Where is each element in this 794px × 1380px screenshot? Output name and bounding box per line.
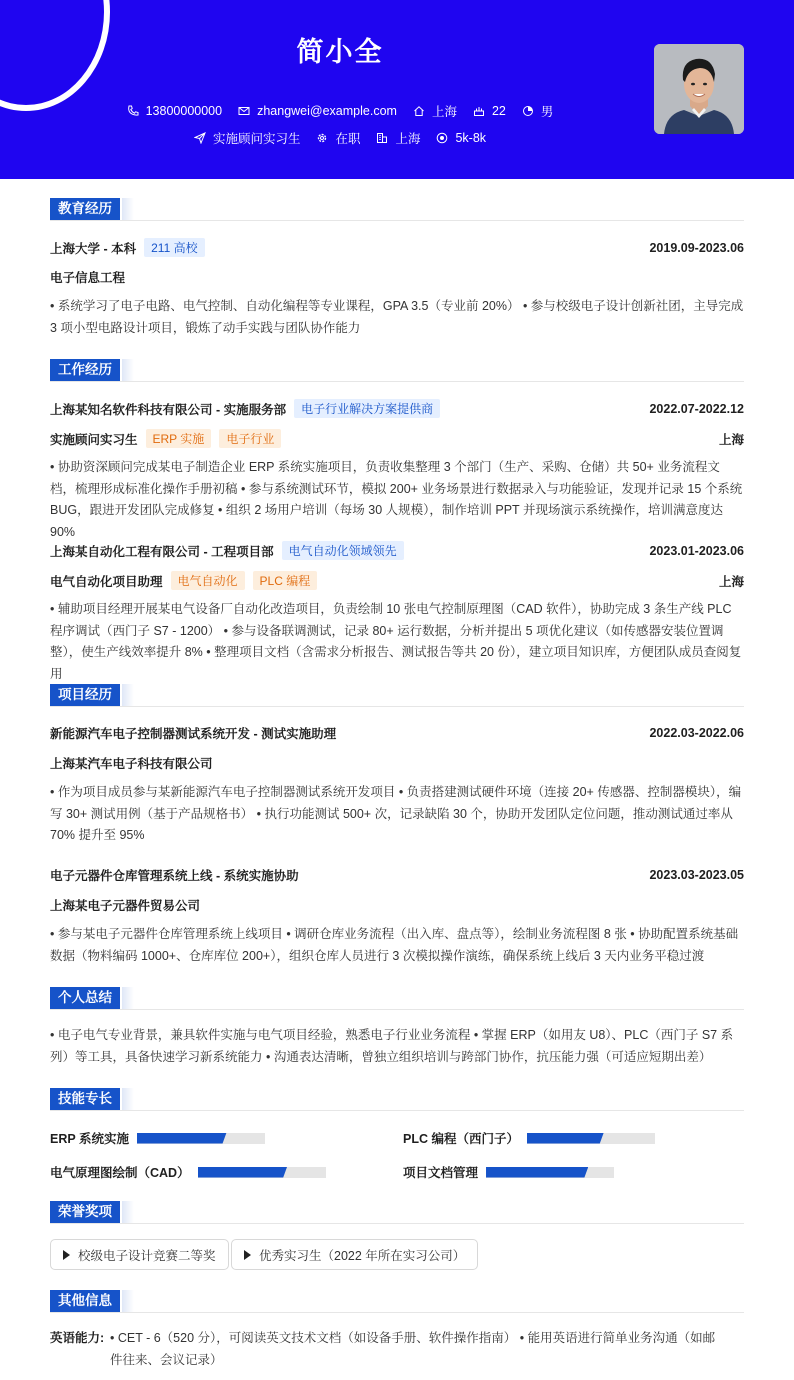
- divider: [50, 1110, 744, 1111]
- profile-photo: [654, 44, 744, 134]
- work-entry-header: [50, 399, 744, 418]
- section-title: 技能专长: [50, 1088, 120, 1110]
- gear-icon: [316, 132, 328, 144]
- project-date: 2022.03-2022.06: [649, 726, 744, 740]
- work-role: 实施顾问实习生: [50, 432, 138, 447]
- skill-name: ERP 系统实施: [50, 1132, 129, 1146]
- work-location: 上海: [718, 574, 744, 589]
- skill-bar-fill: [137, 1133, 227, 1144]
- age-item: [473, 102, 506, 120]
- skill-name: PLC 编程（西门子）: [403, 1132, 519, 1146]
- projects-section: [50, 684, 744, 963]
- section-header: [50, 1201, 744, 1223]
- divider: [50, 1009, 744, 1010]
- section-title: 其他信息: [50, 1290, 120, 1312]
- skill-bar-fill: [527, 1133, 604, 1144]
- project-company-row: [50, 896, 744, 914]
- other-item: [50, 1328, 744, 1371]
- work-date: 2022.07-2022.12: [649, 401, 744, 416]
- other-section: [50, 1290, 744, 1367]
- skill-name: 电气原理图绘制（CAD）: [50, 1166, 190, 1180]
- status-text: 在职: [335, 132, 361, 146]
- education-section: [50, 198, 744, 335]
- send-icon: [194, 132, 206, 144]
- divider: [50, 381, 744, 382]
- award-text: 优秀实习生（2022 年所在实习公司）: [259, 1248, 466, 1263]
- role-tag: 电子行业: [219, 429, 281, 448]
- position-text: 实施顾问实习生: [212, 132, 301, 146]
- resume-header: [0, 0, 794, 179]
- other-value: • CET - 6（520 分），可阅读英文技术文档（如设备手册、软件操作指南） • 能用英语进行简单业务沟通（如邮件往来、会议记录）: [110, 1331, 716, 1367]
- salary-text: 5k-8k: [455, 131, 487, 145]
- summary-section: [50, 987, 744, 1064]
- title-fade: [122, 359, 134, 381]
- play-icon: [244, 1250, 251, 1260]
- summary-text: • 电子电气专业背景，兼具软件实施与电气项目经验，熟悉电子行业业务流程 • 掌握 ERP（如用友 U8）、PLC（西门子 S7 系列）等工具，具备快速学习新系统能力 • 沟通表达清晰，曾独立组织培训与跨部门协作，抗压能力强（可适应短期出差）: [50, 1028, 734, 1064]
- divider: [50, 1312, 744, 1313]
- project-title: 电子元器件仓库管理系统上线 - 系统实施协助: [50, 869, 299, 883]
- section-header: [50, 1290, 744, 1312]
- skill-bar: [198, 1167, 326, 1178]
- play-icon: [63, 1250, 70, 1260]
- work-entry-header: [50, 541, 744, 560]
- home-icon: [413, 105, 425, 117]
- title-fade: [122, 198, 134, 220]
- awards-section: [50, 1201, 744, 1263]
- other-label: 英语能力:: [50, 1331, 105, 1345]
- work-date: 2023.01-2023.06: [649, 543, 744, 558]
- skill-item: [50, 1163, 326, 1181]
- building-icon: [376, 132, 388, 144]
- position-item: [194, 129, 301, 147]
- education-desc: • 系统学习了电子电路、电气控制、自动化编程等专业课程，GPA 3.5（专业前 20%） • 参与校级电子设计创新社团，主导完成 3 项小型电路设计项目，锻炼了动手实践与团队协作能力: [50, 299, 744, 335]
- phone-icon: [127, 105, 139, 117]
- award-chip: [50, 1239, 229, 1270]
- title-fade: [122, 987, 134, 1009]
- school-badge: 211 高校: [144, 238, 204, 257]
- divider: [50, 1223, 744, 1224]
- work-role-row: [50, 571, 744, 590]
- skill-bar: [527, 1133, 655, 1144]
- project-desc: • 参与某电子元器件仓库管理系统上线项目 • 调研仓库业务流程（出入库、盘点等），绘制业务流程图 8 张 • 协助配置系统基础数据（物料编码 1000+、仓库库位 200+），组织仓库人员进行 3 次模拟操作演练，确保系统上线后 3 天内业务平稳过渡: [50, 927, 739, 963]
- gender-text: 男: [540, 105, 554, 119]
- skill-item: [403, 1163, 614, 1181]
- section-title: 教育经历: [50, 198, 120, 220]
- title-fade: [122, 684, 134, 706]
- major-row: [50, 268, 744, 286]
- contact-row: [0, 102, 680, 120]
- section-header: [50, 987, 744, 1009]
- work-section: [50, 359, 744, 681]
- section-title: 个人总结: [50, 987, 120, 1009]
- divider: [50, 706, 744, 707]
- city-text: 上海: [395, 132, 421, 146]
- section-title: 项目经历: [50, 684, 120, 706]
- section-header: [50, 1088, 744, 1110]
- project-company: 上海某汽车电子科技有限公司: [50, 757, 213, 771]
- work-company: 上海某知名软件科技有限公司 - 实施服务部: [50, 402, 287, 417]
- skill-item: [50, 1129, 265, 1147]
- salary-item: [436, 129, 486, 147]
- gender-item: [522, 102, 554, 120]
- age-text: 22: [491, 104, 506, 118]
- city-item: [376, 129, 420, 147]
- role-tag: PLC 编程: [253, 571, 318, 590]
- project-header: [50, 866, 744, 884]
- award-chip: [231, 1239, 478, 1270]
- candidate-name: 简小全: [296, 37, 384, 67]
- work-role-row: [50, 429, 744, 448]
- company-badge: 电子行业解决方案提供商: [294, 399, 440, 418]
- section-header: [50, 198, 744, 220]
- title-fade: [122, 1290, 134, 1312]
- skill-item: [403, 1129, 655, 1147]
- company-badge: 电气自动化领域领先: [282, 541, 404, 560]
- section-title: 工作经历: [50, 359, 120, 381]
- project-company-row: [50, 754, 744, 772]
- section-header: [50, 684, 744, 706]
- coin-icon: [436, 132, 448, 144]
- location-text: 上海: [431, 105, 457, 119]
- location-item: [413, 102, 457, 120]
- gender-icon: [522, 105, 534, 117]
- work-role: 电气自动化项目助理: [50, 574, 163, 589]
- skill-bar-fill: [486, 1167, 588, 1178]
- project-desc: • 作为项目成员参与某新能源汽车电子控制器测试系统开发项目 • 负责搭建测试硬件环境（连接 20+ 传感器、控制器模块），编写 30+ 测试用例（基于产品规格书） • 执行功能测试 500+ 次，记录缺陷 30 个，协助开发团队定位问题，推动测试通过率从 70% 提升至 95%: [50, 785, 742, 842]
- role-tag: 电气自动化: [171, 571, 245, 590]
- skill-name: 项目文档管理: [403, 1166, 479, 1180]
- email-text: zhangwei@example.com: [257, 104, 397, 118]
- phone-text: 13800000000: [145, 104, 223, 118]
- phone-item: [127, 102, 222, 120]
- skill-bar: [486, 1167, 614, 1178]
- school-name: 上海大学 - 本科: [50, 241, 137, 256]
- status-item: [316, 129, 360, 147]
- awards-list: [50, 1239, 744, 1270]
- section-title: 荣誉奖项: [50, 1201, 120, 1223]
- education-row: [50, 238, 744, 257]
- job-intent-row: [0, 129, 680, 147]
- project-header: [50, 724, 744, 742]
- title-fade: [122, 1088, 134, 1110]
- education-date: 2019.09-2023.06: [649, 240, 744, 255]
- section-header: [50, 359, 744, 381]
- work-desc: • 协助资深顾问完成某电子制造企业 ERP 系统实施项目，负责收集整理 3 个部门（生产、采购、仓储）共 50+ 业务流程文档，梳理形成标准化操作手册初稿 • 参与系统测试环节，模拟 200+ 业务场景进行数据录入与功能验证，发现并记录 15 个系统 BUG，跟进开发团队完成修复 • 组织 2 场用户培训（每场 30 人规模），制作培训 PPT 并现场演示系统操作，培训满意度达 90%: [50, 460, 743, 539]
- divider: [50, 220, 744, 221]
- cake-icon: [473, 105, 485, 117]
- email-item: [238, 102, 397, 120]
- role-tag: ERP 实施: [146, 429, 212, 448]
- mail-icon: [238, 105, 250, 117]
- skills-section: [50, 1088, 744, 1180]
- work-location: 上海: [718, 432, 744, 447]
- work-desc: • 辅助项目经理开展某电气设备厂自动化改造项目，负责绘制 10 张电气控制原理图（CAD 软件），协助完成 3 条生产线 PLC 程序调试（西门子 S7 - 1200） • 参与设备联调测试，记录 80+ 运行数据，分析并提出 5 项优化建议（如传感器安装位置调整），使生产线效率提升 8% • 整理项目文档（含需求分析报告、测试报告等共 20 份），建立项目知识库，方便团队成员查阅复用: [50, 602, 742, 681]
- skill-bar: [137, 1133, 265, 1144]
- major-name: 电子信息工程: [50, 271, 126, 285]
- title-fade: [122, 1201, 134, 1223]
- project-date: 2023.03-2023.05: [649, 868, 744, 882]
- project-company: 上海某电子元器件贸易公司: [50, 899, 201, 913]
- work-company: 上海某自动化工程有限公司 - 工程项目部: [50, 544, 274, 559]
- skill-bar-fill: [198, 1167, 288, 1178]
- project-title: 新能源汽车电子控制器测试系统开发 - 测试实施助理: [50, 727, 337, 741]
- award-text: 校级电子设计竞赛二等奖: [78, 1248, 216, 1263]
